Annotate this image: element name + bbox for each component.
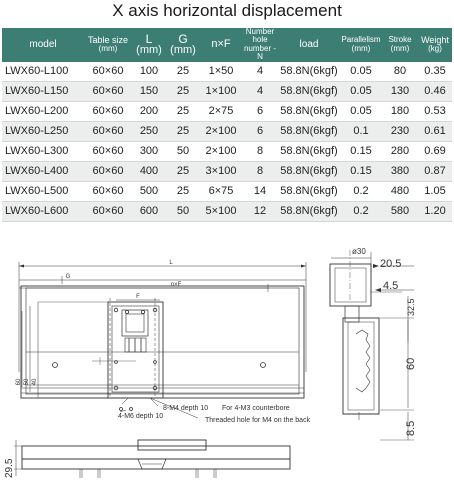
cell-nxf: 2×75 [200, 101, 242, 121]
cell-l: 600 [132, 201, 166, 221]
header-load: load [278, 28, 340, 62]
front-view [14, 440, 290, 478]
table-row [2, 161, 452, 181]
cell-model: LWX60-L200 [2, 101, 84, 121]
cell-g: 50 [166, 201, 200, 221]
header-stroke: Stroke (mm) [382, 28, 418, 62]
cell-load: 58.8N(6kgf) [278, 201, 340, 221]
technical-drawing [0, 236, 454, 488]
note-back: Threaded hole for M4 on the back [205, 417, 311, 424]
table-row [2, 62, 452, 82]
cell-parallelism: 0.2 [340, 181, 382, 201]
cell-parallelism: 0.1 [340, 121, 382, 141]
cell-l: 200 [132, 101, 166, 121]
dim-8-5: 8.5 [405, 420, 417, 436]
table-row [2, 121, 452, 141]
cell-stroke: 230 [382, 121, 418, 141]
cell-stroke: 130 [382, 81, 418, 101]
dim-32-5: 32.5 [406, 298, 416, 316]
header-model: model [2, 28, 84, 62]
dim-40-label: 40 [32, 378, 38, 386]
cell-load: 58.8N(6kgf) [278, 101, 340, 121]
cell-load: 58.8N(6kgf) [278, 161, 340, 181]
table-row [2, 81, 452, 101]
cell-l: 100 [132, 62, 166, 82]
cell-load: 58.8N(6kgf) [278, 81, 340, 101]
cell-model: LWX60-L150 [2, 81, 84, 101]
cell-nxf: 5×100 [200, 201, 242, 221]
cell-load: 58.8N(6kgf) [278, 181, 340, 201]
cell-weight: 0.61 [418, 121, 452, 141]
cell-weight: 0.53 [418, 101, 452, 121]
cell-load: 58.8N(6kgf) [278, 62, 340, 82]
note-m3: For 4-M3 counterbore [222, 405, 290, 412]
cell-g: 25 [166, 62, 200, 82]
cell-parallelism: 0.05 [340, 62, 382, 82]
cell-parallelism: 0.15 [340, 141, 382, 161]
cell-parallelism: 0.2 [340, 201, 382, 221]
cell-load: 58.8N(6kgf) [278, 141, 340, 161]
cell-model: LWX60-L300 [2, 141, 84, 161]
spec-table [2, 28, 452, 222]
cell-table-size: 60×60 [84, 161, 132, 181]
cell-weight: 0.69 [418, 141, 452, 161]
cell-hole-number: 6 [242, 101, 278, 121]
cell-l: 250 [132, 121, 166, 141]
dim-4-5: 4.5 [383, 280, 399, 292]
cell-g: 25 [166, 121, 200, 141]
cell-stroke: 480 [382, 181, 418, 201]
cell-table-size: 60×60 [84, 181, 132, 201]
header-hole-number: Number hole number -N [243, 27, 276, 62]
cell-hole-number: 12 [242, 201, 278, 221]
cell-g: 50 [166, 141, 200, 161]
cell-nxf: 3×100 [200, 161, 242, 181]
cell-g: 25 [166, 81, 200, 101]
cell-load: 58.8N(6kgf) [278, 121, 340, 141]
cell-hole-number: 8 [242, 141, 278, 161]
dim-29-5: 29.5 [4, 458, 15, 478]
side-view [330, 250, 414, 440]
header-weight: Weight (kg) [418, 28, 452, 62]
dim-20-5: 20.5 [380, 258, 402, 270]
cell-table-size: 60×60 [84, 141, 132, 161]
cell-stroke: 380 [382, 161, 418, 181]
cell-l: 150 [132, 81, 166, 101]
header-g: G (mm) [166, 28, 200, 62]
cell-model: LWX60-L100 [2, 62, 84, 82]
header-parallelism: Parallelism (mm) [340, 28, 382, 62]
header-table-size: Table size (mm) [84, 28, 132, 62]
dim-50-label: 50 [24, 378, 30, 386]
cell-g: 25 [166, 161, 200, 181]
top-view [19, 262, 306, 418]
cell-stroke: 80 [382, 62, 418, 82]
cell-nxf: 6×75 [200, 181, 242, 201]
cell-model: LWX60-L600 [2, 201, 84, 221]
cell-hole-number: 6 [242, 121, 278, 141]
cell-hole-number: 4 [242, 62, 278, 82]
cell-weight: 0.87 [418, 161, 452, 181]
cell-parallelism: 0.05 [340, 81, 382, 101]
cell-stroke: 280 [382, 141, 418, 161]
cell-parallelism: 0.05 [340, 101, 382, 121]
table-row [2, 101, 452, 121]
cell-table-size: 60×60 [84, 101, 132, 121]
cell-nxf: 2×100 [200, 121, 242, 141]
cell-model: LWX60-L250 [2, 121, 84, 141]
header-l: L (mm) [132, 28, 166, 62]
table-header-row [2, 28, 452, 62]
cell-stroke: 580 [382, 201, 418, 221]
cell-parallelism: 0.15 [340, 161, 382, 181]
note-m6: 4-M6 depth 10 [118, 413, 164, 420]
cell-table-size: 60×60 [84, 81, 132, 101]
cell-weight: 0.46 [418, 81, 452, 101]
cell-g: 25 [166, 101, 200, 121]
table-row [2, 181, 452, 201]
dim-phi30: ø30 [352, 247, 366, 256]
cell-hole-number: 8 [242, 161, 278, 181]
dim-f-label: F [136, 294, 140, 300]
cell-l: 300 [132, 141, 166, 161]
cell-hole-number: 4 [242, 81, 278, 101]
cell-table-size: 60×60 [84, 62, 132, 82]
cell-weight: 0.35 [418, 62, 452, 82]
dim-g-label: G [65, 274, 71, 280]
dim-l-label: L [169, 260, 173, 266]
cell-l: 500 [132, 181, 166, 201]
cell-g: 25 [166, 181, 200, 201]
cell-nxf: 2×100 [200, 141, 242, 161]
cell-l: 400 [132, 161, 166, 181]
cell-nxf: 1×50 [200, 62, 242, 82]
note-m4: 8-M4 depth 10 [163, 405, 209, 412]
dim-60-label: 60 [16, 378, 22, 386]
cell-model: LWX60-L500 [2, 181, 84, 201]
cell-stroke: 180 [382, 101, 418, 121]
table-row [2, 141, 452, 161]
cell-table-size: 60×60 [84, 121, 132, 141]
cell-model: LWX60-L400 [2, 161, 84, 181]
table-row [2, 201, 452, 221]
cell-weight: 1.20 [418, 201, 452, 221]
cell-nxf: 1×100 [200, 81, 242, 101]
page-title: X axis horizontal displacement [112, 1, 342, 20]
cell-hole-number: 14 [242, 181, 278, 201]
dim-60-side: 60 [405, 357, 417, 370]
dim-nxf-label: n×F [170, 282, 182, 288]
cell-weight: 1.05 [418, 181, 452, 201]
cell-table-size: 60×60 [84, 201, 132, 221]
header-nxf: n×F [200, 28, 242, 62]
